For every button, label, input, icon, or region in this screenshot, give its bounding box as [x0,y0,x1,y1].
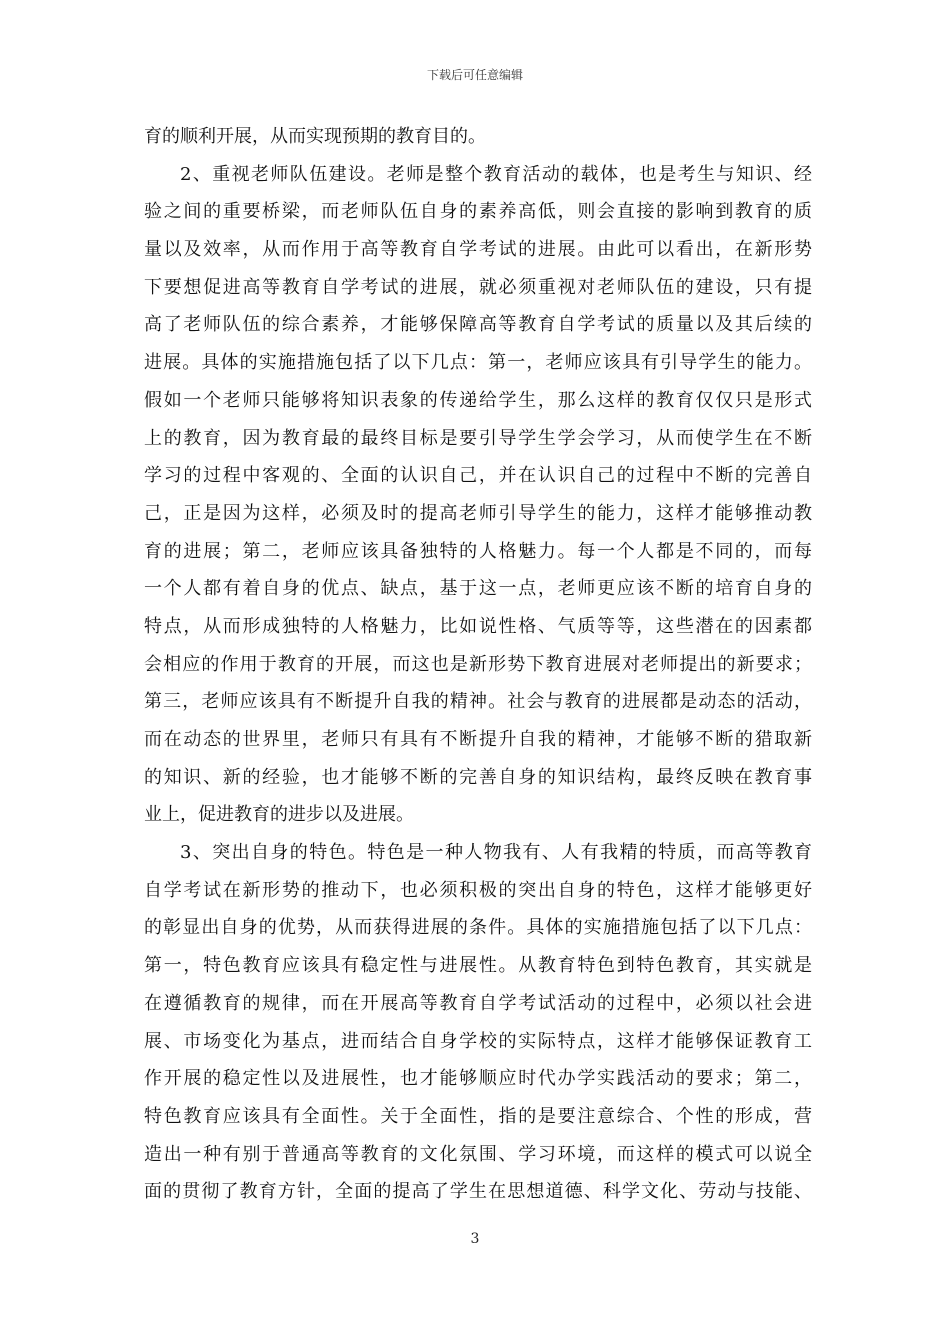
text-line: 业上，促进教育的进步以及进展。 [144,804,414,826]
text-line: 下要想促进高等教育自学考试的进展，就必须重视对老师队伍的建设，只有提 [144,276,812,298]
text-line: 己，正是因为这样，必须及时的提高老师引导学生的能力，这样才能够推动教 [144,502,812,524]
text-line: 量以及效率，从而作用于高等教育自学考试的进展。由此可以看出，在新形势 [144,239,812,261]
text-line: 验之间的重要桥梁，而老师队伍自身的素养高低，则会直接的影响到教育的质 [144,201,812,223]
text-line: 育的进展；第二，老师应该具备独特的人格魅力。每一个人都是不同的，而每 [144,540,812,562]
text-line: 面的贯彻了教育方针，全面的提高了学生在思想道德、科学文化、劳动与技能、 [144,1181,812,1203]
page-number: 3 [470,1231,480,1247]
text-line: 特色教育应该具有全面性。关于全面性，指的是要注意综合、个性的形成，营 [144,1105,812,1127]
text-line: 而在动态的世界里，老师只有具有不断提升自我的精神，才能够不断的猎取新 [144,729,812,750]
text-line: 上的教育，因为教育最的最终目标是要引导学生学会学习，从而使学生在不断 [144,427,812,449]
document-body [144,118,812,1211]
text-line: 学习的过程中客观的、全面的认识自己，并在认识自己的过程中不断的完善自 [144,465,812,487]
text-line: 高了老师队伍的综合素养，才能够保障高等教育自学考试的质量以及其后续的 [144,314,812,336]
text-line: 2、重视老师队伍建设。老师是整个教育活动的载体，也是考生与知识、经 [180,163,812,185]
text-line: 假如一个老师只能够将知识表象的传递给学生，那么这样的教育仅仅只是形式 [144,389,812,411]
text-line: 第一，特色教育应该具有稳定性与进展性。从教育特色到特色教育，其实就是 [144,955,812,977]
text-line: 在遵循教育的规律，而在开展高等教育自学考试活动的过程中，必须以社会进 [144,992,812,1014]
text-line: 育的顺利开展，从而实现预期的教育目的。 [144,126,486,147]
page-header: 下载后可任意编辑 [426,68,523,82]
text-line: 造出一种有别于普通高等教育的文化氛围、学习环境，而这样的模式可以说全 [144,1143,812,1165]
text-line: 特点，从而形成独特的人格魅力，比如说性格、气质等等，这些潜在的因素都 [144,615,812,637]
text-line: 进展。具体的实施措施包括了以下几点：第一，老师应该具有引导学生的能力。 [144,352,812,374]
text-line: 展、市场变化为基点，进而结合自身学校的实际特点，这样才能够保证教育工 [144,1030,812,1052]
text-line: 作开展的稳定性以及进展性，也才能够顺应时代办学实践活动的要求；第二， [144,1068,812,1090]
text-line: 会相应的作用于教育的开展，而这也是新形势下教育进展对老师提出的新要求； [144,653,812,675]
text-line: 的知识、新的经验，也才能够不断的完善自身的知识结构，最终反映在教育事 [144,766,812,788]
text-line: 的彰显出自身的优势，从而获得进展的条件。具体的实施措施包括了以下几点： [144,917,812,939]
text-line: 一个人都有着自身的优点、缺点，基于这一点，老师更应该不断的培育自身的 [144,578,812,600]
text-line: 第三，老师应该具有不断提升自我的精神。社会与教育的进展都是动态的活动， [144,691,812,713]
text-line: 自学考试在新形势的推动下，也必须积极的突出自身的特色，这样才能够更好 [144,879,812,901]
text-line: 3、突出自身的特色。特色是一种人物我有、人有我精的特质，而高等教育 [180,842,812,864]
